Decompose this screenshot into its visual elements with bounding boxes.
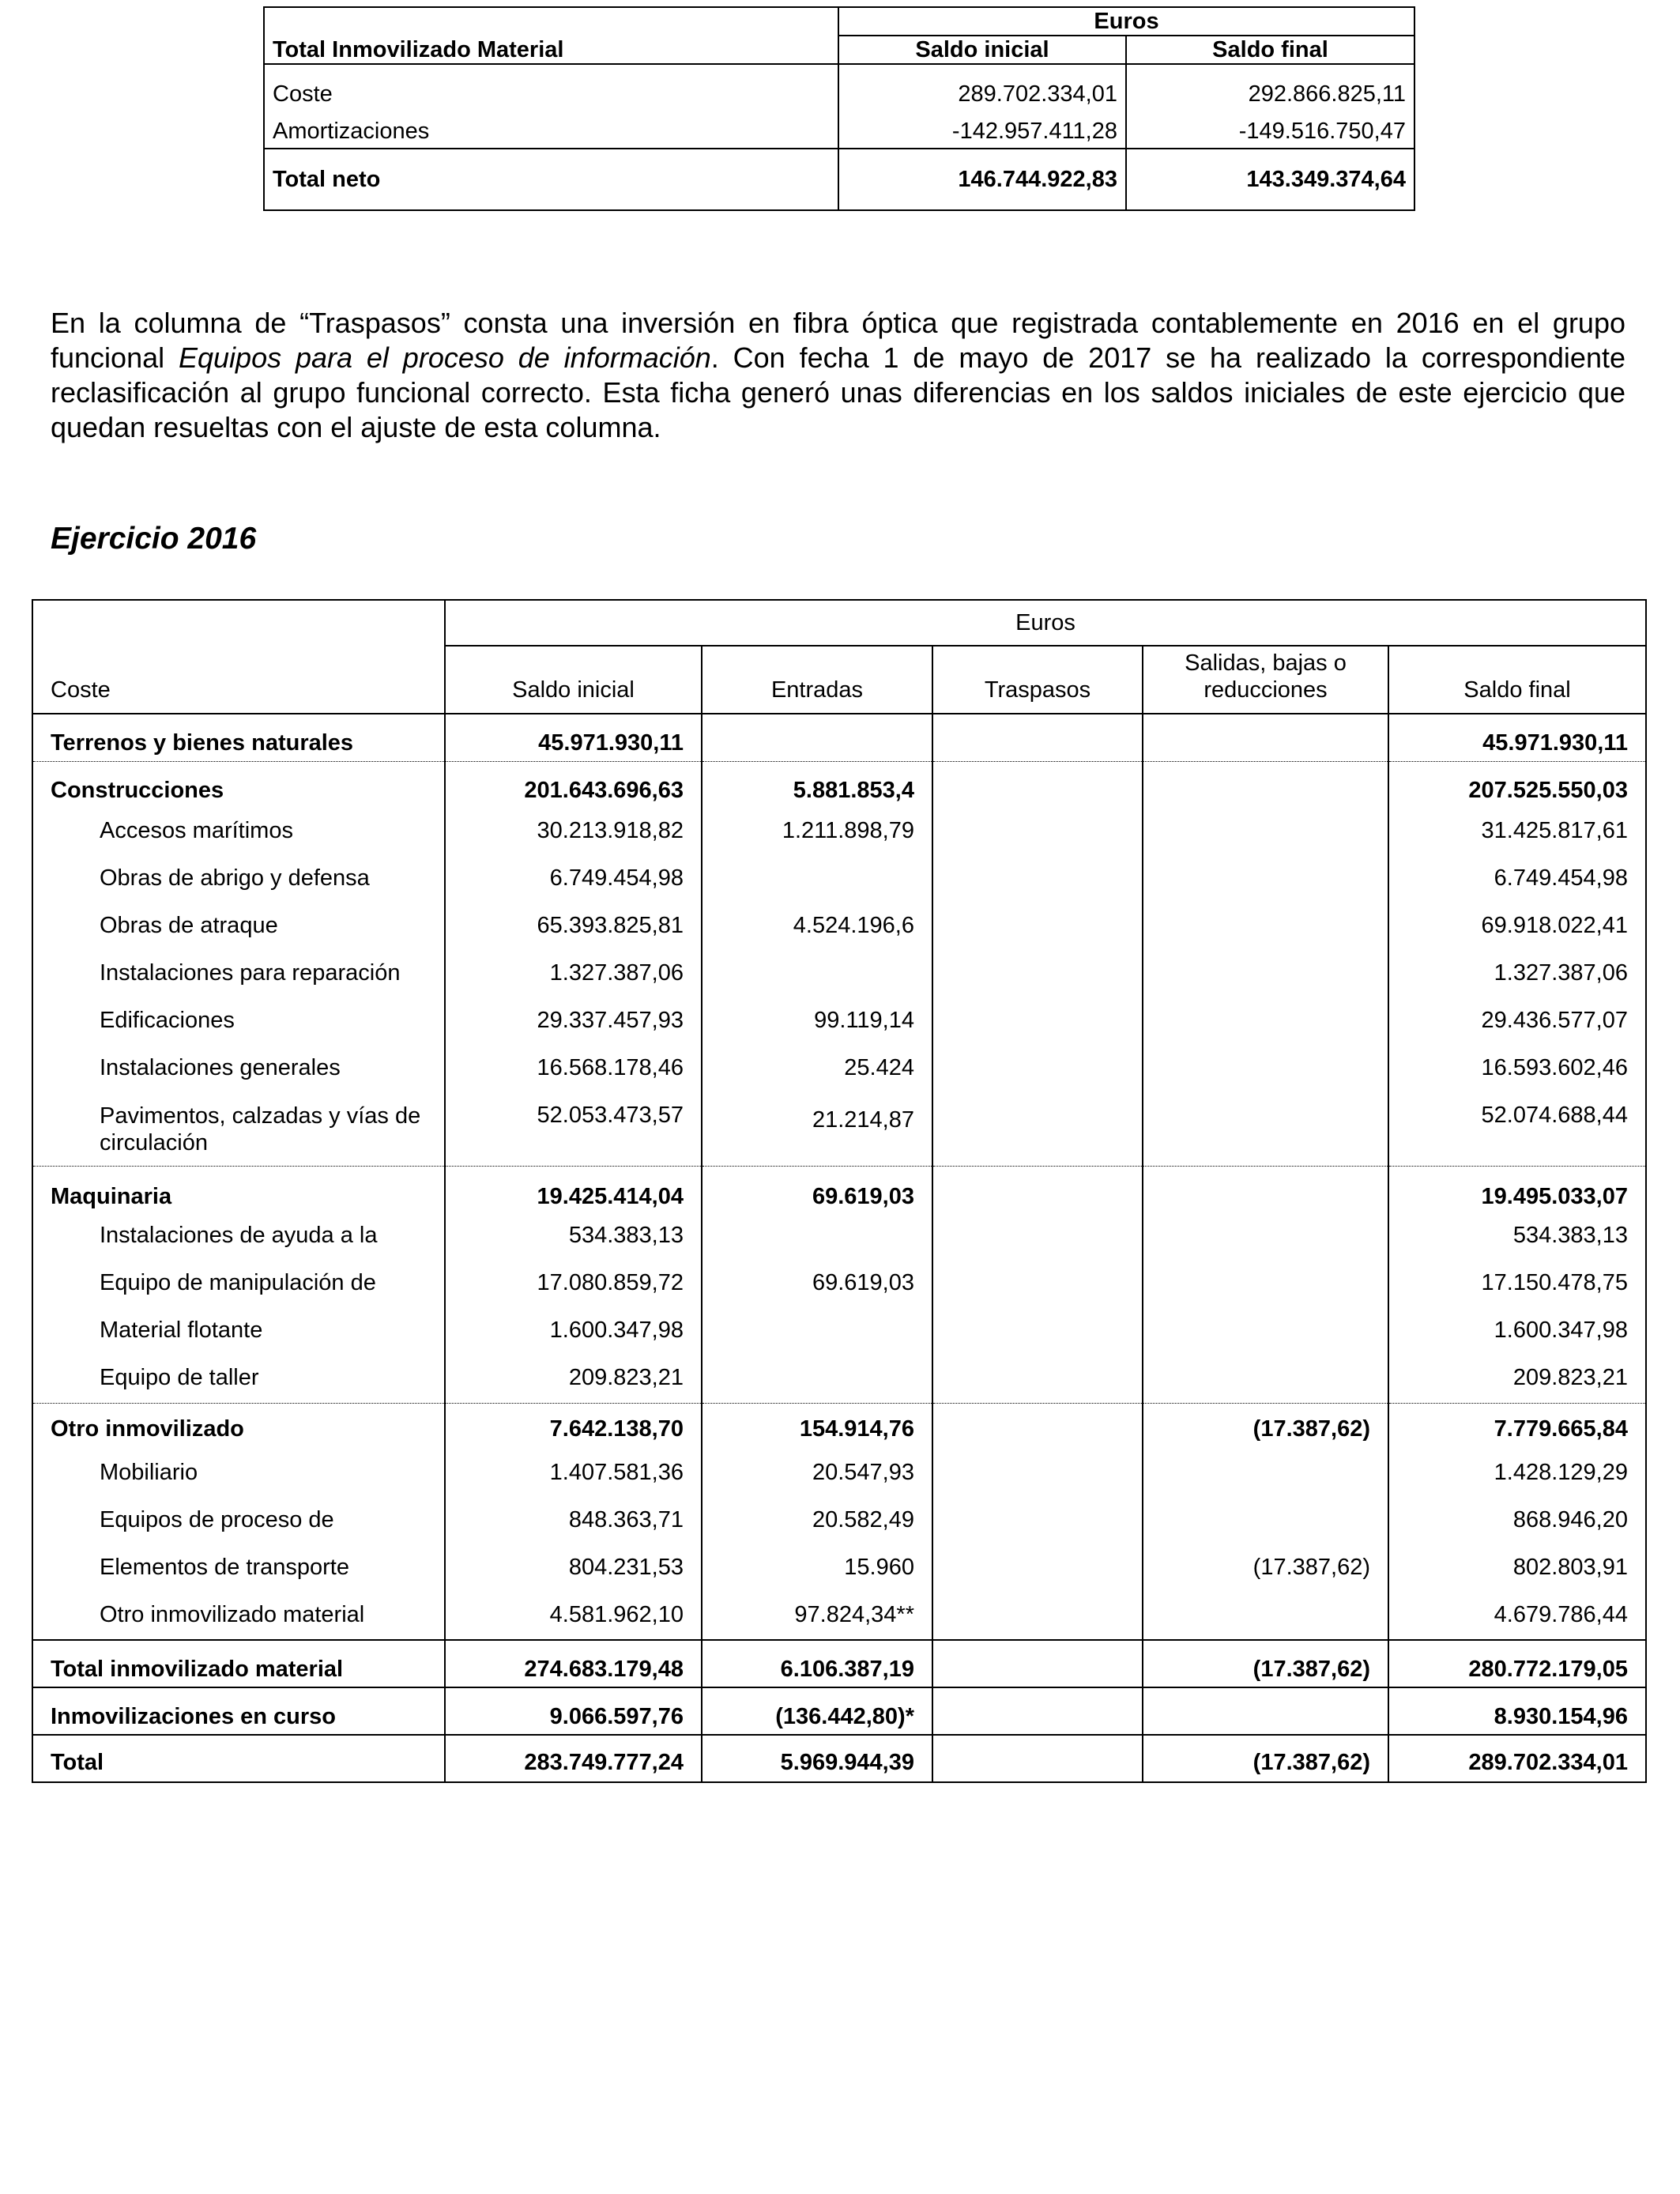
cell-saldo-inicial: 29.337.457,93 <box>445 998 702 1046</box>
cell-salidas <box>1143 951 1388 998</box>
cell-entradas: 20.547,93 <box>702 1450 932 1498</box>
cell-entradas: 99.119,14 <box>702 998 932 1046</box>
summary-total-final: 143.349.374,64 <box>1126 149 1414 210</box>
column-header-coste: Coste <box>32 646 445 714</box>
table-row <box>32 1687 1646 1735</box>
cell-saldo-final: 17.150.478,75 <box>1388 1261 1646 1308</box>
table-row <box>32 1213 1646 1261</box>
cell-saldo-final: 209.823,21 <box>1388 1355 1646 1403</box>
body-paragraph <box>51 306 1625 445</box>
cell-salidas <box>1143 1261 1388 1308</box>
table-row <box>32 1308 1646 1355</box>
cell-entradas <box>702 1213 932 1261</box>
table-row <box>32 998 1646 1046</box>
cell-traspasos <box>932 1308 1143 1355</box>
header-corner <box>32 600 445 646</box>
cell-saldo-inicial: 283.749.777,24 <box>445 1735 702 1782</box>
cell-salidas <box>1143 1213 1388 1261</box>
cell-saldo-inicial: 209.823,21 <box>445 1355 702 1403</box>
cell-saldo-inicial: 4.581.962,10 <box>445 1593 702 1640</box>
cell-saldo-inicial: 1.327.387,06 <box>445 951 702 998</box>
cell-saldo-final: 1.600.347,98 <box>1388 1308 1646 1355</box>
cell-saldo-inicial: 848.363,71 <box>445 1498 702 1545</box>
row-label: Otro inmovilizado material <box>32 1593 445 1640</box>
cell-saldo-inicial: 201.643.696,63 <box>445 761 702 809</box>
row-label: Obras de abrigo y defensa <box>32 856 445 903</box>
summary-row-initial: 289.702.334,01 <box>838 64 1126 107</box>
row-label: Total inmovilizado material <box>32 1640 445 1687</box>
cell-saldo-final: 1.428.129,29 <box>1388 1450 1646 1498</box>
row-label: Mobiliario <box>32 1450 445 1498</box>
table-row <box>32 1593 1646 1640</box>
summary-total-initial: 146.744.922,83 <box>838 149 1126 210</box>
cell-entradas: 97.824,34** <box>702 1593 932 1640</box>
cell-saldo-inicial: 16.568.178,46 <box>445 1046 702 1093</box>
table-row <box>32 1735 1646 1782</box>
table-row <box>32 1166 1646 1213</box>
summary-total-row <box>264 149 1414 210</box>
cell-salidas <box>1143 1093 1388 1166</box>
row-label: Construcciones <box>32 761 445 809</box>
cell-saldo-final: 1.327.387,06 <box>1388 951 1646 998</box>
paragraph-italic: Equipos para el proceso de información <box>179 341 711 374</box>
row-label: Edificaciones <box>32 998 445 1046</box>
cell-salidas: (17.387,62) <box>1143 1735 1388 1782</box>
cell-traspasos <box>932 809 1143 856</box>
cell-traspasos <box>932 1593 1143 1640</box>
cell-saldo-final: 4.679.786,44 <box>1388 1593 1646 1640</box>
table-row <box>32 1046 1646 1093</box>
row-label: Material flotante <box>32 1308 445 1355</box>
cell-traspasos <box>932 1687 1143 1735</box>
cell-saldo-inicial: 45.971.930,11 <box>445 714 702 761</box>
cell-salidas <box>1143 1308 1388 1355</box>
summary-table <box>263 6 1415 211</box>
paragraph-part1: En la columna de “Traspasos” consta una inversión en fibra óptica que registrada contablemente en 2016 en el grupo funcional <box>51 307 1625 374</box>
cell-entradas: 21.214,87 <box>702 1093 932 1166</box>
cell-traspasos <box>932 1403 1143 1450</box>
cell-saldo-inicial: 274.683.179,48 <box>445 1640 702 1687</box>
cell-traspasos <box>932 998 1143 1046</box>
cell-salidas <box>1143 1593 1388 1640</box>
cell-saldo-final: 868.946,20 <box>1388 1498 1646 1545</box>
cell-entradas: 154.914,76 <box>702 1403 932 1450</box>
cell-saldo-inicial: 1.600.347,98 <box>445 1308 702 1355</box>
cell-traspasos <box>932 1498 1143 1545</box>
table-row <box>32 1450 1646 1498</box>
row-label: Instalaciones de ayuda a la <box>32 1213 445 1261</box>
column-header-saldo-inicial: Saldo inicial <box>445 646 702 714</box>
cell-traspasos <box>932 1355 1143 1403</box>
table-row <box>32 903 1646 951</box>
cell-salidas <box>1143 761 1388 809</box>
cell-salidas <box>1143 714 1388 761</box>
cell-saldo-final: 45.971.930,11 <box>1388 714 1646 761</box>
cell-saldo-final: 69.918.022,41 <box>1388 903 1646 951</box>
summary-total-label: Total neto <box>264 149 838 210</box>
cell-saldo-inicial: 804.231,53 <box>445 1545 702 1593</box>
cell-traspasos <box>932 1213 1143 1261</box>
cell-traspasos <box>932 714 1143 761</box>
table-row <box>32 856 1646 903</box>
cell-salidas <box>1143 1687 1388 1735</box>
cell-salidas <box>1143 1498 1388 1545</box>
cell-entradas: 1.211.898,79 <box>702 809 932 856</box>
table-row <box>32 1640 1646 1687</box>
cell-entradas: 20.582,49 <box>702 1498 932 1545</box>
cell-traspasos <box>932 951 1143 998</box>
summary-header-group: Euros <box>838 7 1414 36</box>
row-label: Obras de atraque <box>32 903 445 951</box>
summary-row-label: Coste <box>264 64 838 107</box>
cell-traspasos <box>932 1640 1143 1687</box>
row-label: Instalaciones generales <box>32 1046 445 1093</box>
row-label: Equipos de proceso de <box>32 1498 445 1545</box>
summary-row <box>264 107 1414 149</box>
table-row <box>32 1498 1646 1545</box>
cell-traspasos <box>932 1046 1143 1093</box>
cell-saldo-inicial: 19.425.414,04 <box>445 1166 702 1213</box>
row-label: Otro inmovilizado <box>32 1403 445 1450</box>
cell-salidas <box>1143 1355 1388 1403</box>
row-label: Total <box>32 1735 445 1782</box>
cell-saldo-inicial: 17.080.859,72 <box>445 1261 702 1308</box>
table-row <box>32 714 1646 761</box>
cell-salidas <box>1143 903 1388 951</box>
cell-saldo-final: 19.495.033,07 <box>1388 1166 1646 1213</box>
cell-traspasos <box>932 1093 1143 1166</box>
table-row <box>32 809 1646 856</box>
cell-saldo-final: 207.525.550,03 <box>1388 761 1646 809</box>
cell-entradas: 5.969.944,39 <box>702 1735 932 1782</box>
cell-saldo-final: 802.803,91 <box>1388 1545 1646 1593</box>
summary-row <box>264 64 1414 107</box>
fixed-assets-table <box>32 599 1647 1783</box>
cell-traspasos <box>932 761 1143 809</box>
cell-traspasos <box>932 903 1143 951</box>
cell-saldo-inicial: 65.393.825,81 <box>445 903 702 951</box>
summary-col-initial: Saldo inicial <box>838 36 1126 64</box>
row-label: Equipo de manipulación de <box>32 1261 445 1308</box>
summary-row-final: 292.866.825,11 <box>1126 64 1414 107</box>
cell-salidas: (17.387,62) <box>1143 1640 1388 1687</box>
row-label: Terrenos y bienes naturales <box>32 714 445 761</box>
cell-salidas <box>1143 856 1388 903</box>
cell-saldo-final: 8.930.154,96 <box>1388 1687 1646 1735</box>
table-row <box>32 951 1646 998</box>
cell-saldo-final: 16.593.602,46 <box>1388 1046 1646 1093</box>
cell-salidas: (17.387,62) <box>1143 1545 1388 1593</box>
section-title: Ejercicio 2016 <box>51 522 257 556</box>
row-label: Instalaciones para reparación <box>32 951 445 998</box>
summary-row-final: -149.516.750,47 <box>1126 107 1414 149</box>
cell-salidas <box>1143 809 1388 856</box>
table-row <box>32 1403 1646 1450</box>
summary-row-initial: -142.957.411,28 <box>838 107 1126 149</box>
cell-entradas: 6.106.387,19 <box>702 1640 932 1687</box>
cell-saldo-final: 52.074.688,44 <box>1388 1093 1646 1166</box>
cell-entradas <box>702 951 932 998</box>
cell-salidas <box>1143 1450 1388 1498</box>
cell-saldo-inicial: 534.383,13 <box>445 1213 702 1261</box>
cell-traspasos <box>932 1545 1143 1593</box>
cell-entradas: 4.524.196,6 <box>702 903 932 951</box>
cell-saldo-inicial: 7.642.138,70 <box>445 1403 702 1450</box>
cell-entradas: 5.881.853,4 <box>702 761 932 809</box>
cell-saldo-inicial: 52.053.473,57 <box>445 1093 702 1166</box>
cell-saldo-inicial: 30.213.918,82 <box>445 809 702 856</box>
table-row <box>32 1261 1646 1308</box>
cell-entradas <box>702 1355 932 1403</box>
cell-entradas: 69.619,03 <box>702 1261 932 1308</box>
cell-saldo-final: 31.425.817,61 <box>1388 809 1646 856</box>
cell-saldo-inicial: 1.407.581,36 <box>445 1450 702 1498</box>
cell-entradas <box>702 1308 932 1355</box>
cell-salidas <box>1143 1166 1388 1213</box>
row-label: Maquinaria <box>32 1166 445 1213</box>
row-label: Equipo de taller <box>32 1355 445 1403</box>
row-label: Pavimentos, calzadas y vías de circulación <box>32 1093 445 1166</box>
row-label: Elementos de transporte <box>32 1545 445 1593</box>
cell-saldo-final: 29.436.577,07 <box>1388 998 1646 1046</box>
cell-saldo-final: 6.749.454,98 <box>1388 856 1646 903</box>
cell-traspasos <box>932 1450 1143 1498</box>
cell-saldo-final: 289.702.334,01 <box>1388 1735 1646 1782</box>
summary-title: Total Inmovilizado Material <box>264 36 838 64</box>
table-row <box>32 1355 1646 1403</box>
cell-entradas: 25.424 <box>702 1046 932 1093</box>
summary-col-final: Saldo final <box>1126 36 1414 64</box>
cell-entradas: 15.960 <box>702 1545 932 1593</box>
table-row <box>32 761 1646 809</box>
cell-traspasos <box>932 1261 1143 1308</box>
cell-saldo-inicial: 9.066.597,76 <box>445 1687 702 1735</box>
cell-entradas: (136.442,80)* <box>702 1687 932 1735</box>
row-label: Accesos marítimos <box>32 809 445 856</box>
column-header-entradas: Entradas <box>702 646 932 714</box>
cell-salidas: (17.387,62) <box>1143 1403 1388 1450</box>
cell-entradas <box>702 714 932 761</box>
column-header-salidas: Salidas, bajas o reducciones <box>1143 646 1388 714</box>
cell-traspasos <box>932 1166 1143 1213</box>
cell-salidas <box>1143 998 1388 1046</box>
cell-saldo-inicial: 6.749.454,98 <box>445 856 702 903</box>
table-row <box>32 1545 1646 1593</box>
cell-salidas <box>1143 1046 1388 1093</box>
cell-saldo-final: 7.779.665,84 <box>1388 1403 1646 1450</box>
column-header-saldo-final: Saldo final <box>1388 646 1646 714</box>
cell-traspasos <box>932 856 1143 903</box>
paragraph-part2: . Con fecha 1 de mayo de 2017 se ha realizado la correspondiente reclasificación al grupo funcional correcto. Esta ficha generó unas diferencias en los saldos iniciales de este ejercicio que quedan resueltas con el ajuste de esta columna. <box>51 341 1625 443</box>
header-group-euros: Euros <box>445 600 1646 646</box>
column-header-traspasos: Traspasos <box>932 646 1143 714</box>
cell-entradas <box>702 856 932 903</box>
summary-row-label: Amortizaciones <box>264 107 838 149</box>
row-label: Inmovilizaciones en curso <box>32 1687 445 1735</box>
cell-saldo-final: 534.383,13 <box>1388 1213 1646 1261</box>
cell-saldo-final: 280.772.179,05 <box>1388 1640 1646 1687</box>
cell-entradas: 69.619,03 <box>702 1166 932 1213</box>
cell-traspasos <box>932 1735 1143 1782</box>
table-row <box>32 1093 1646 1166</box>
